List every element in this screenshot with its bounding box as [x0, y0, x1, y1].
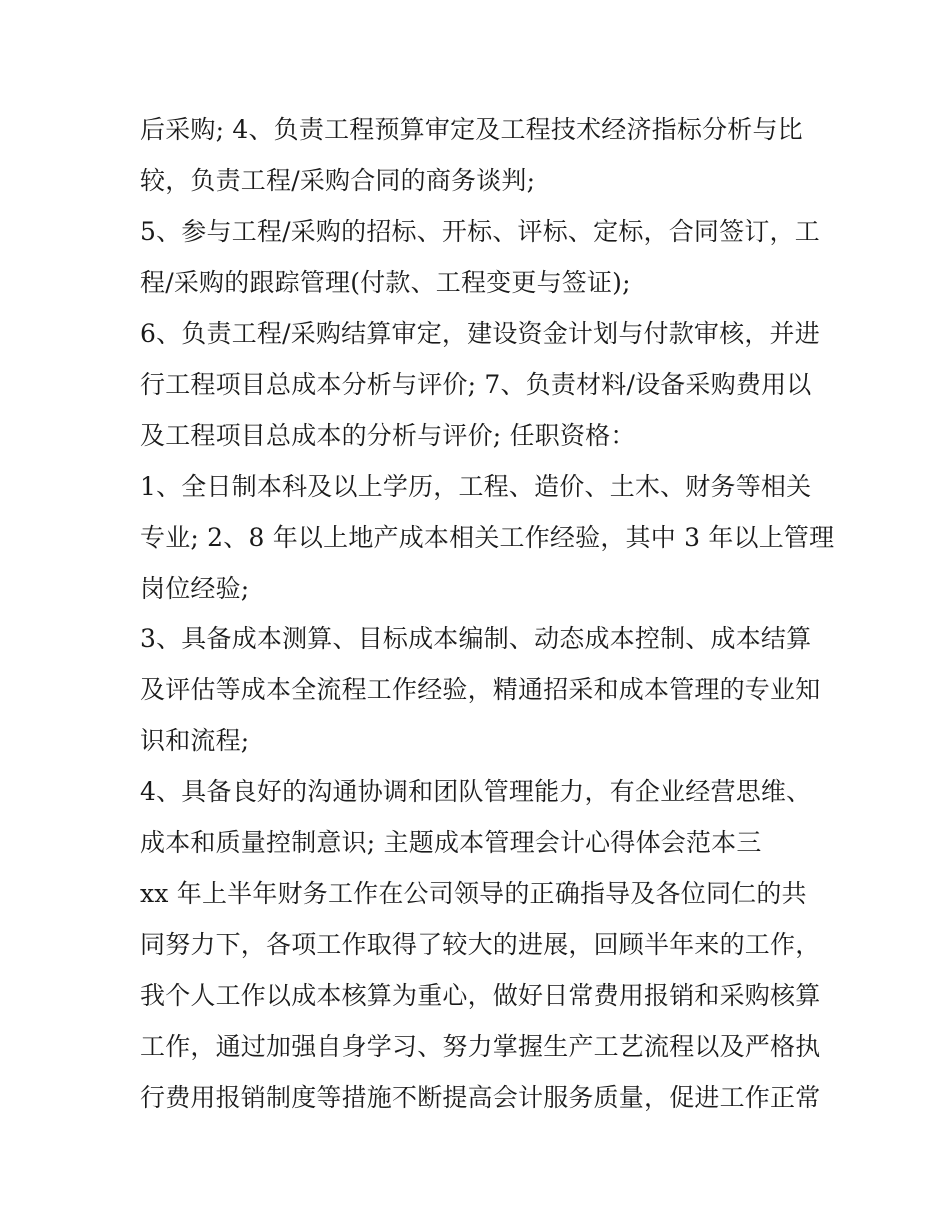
text-line: 专业; 2、8 年以上地产成本相关工作经验，其中 3 年以上管理 — [140, 523, 835, 552]
text-line: 较，负责工程/采购合同的商务谈判; — [140, 166, 536, 195]
text-line: 3、具备成本测算、目标成本编制、动态成本控制、成本结算 — [140, 624, 812, 653]
text-line: 程/采购的跟踪管理(付款、工程变更与签证); — [140, 268, 631, 297]
text-line: 识和流程; — [140, 726, 250, 755]
text-line: 成本和质量控制意识; 主题成本管理会计心得体会范本三 — [140, 828, 762, 857]
text-line: 后采购; 4、负责工程预算审定及工程技术经济指标分析与比 — [140, 115, 803, 144]
text-line: 5、参与工程/采购的招标、开标、评标、定标，合同签订，工 — [140, 217, 820, 246]
text-line: 同努力下，各项工作取得了较大的进展，回顾半年来的工作， — [140, 930, 821, 959]
text-line: 岗位经验; — [140, 574, 250, 603]
text-line: 我个人工作以成本核算为重心，做好日常费用报销和采购核算 — [140, 981, 821, 1010]
text-line: 及评估等成本全流程工作经验，精通招采和成本管理的专业知 — [140, 675, 821, 704]
text-line: 1、全日制本科及以上学历，工程、造价、土木、财务等相关 — [140, 472, 812, 501]
text-line: 行工程项目总成本分析与评价; 7、负责材料/设备采购费用以 — [140, 370, 812, 399]
text-line: 行费用报销制度等措施不断提高会计服务质量，促进工作正常 — [140, 1083, 821, 1112]
text-line: 6、负责工程/采购结算审定，建设资金计划与付款审核，并进 — [140, 319, 820, 348]
text-line: 工作，通过加强自身学习、努力掌握生产工艺流程以及严格执 — [140, 1032, 821, 1061]
text-line: 4、具备良好的沟通协调和团队管理能力，有企业经营思维、 — [140, 777, 812, 806]
text-line: 及工程项目总成本的分析与评价; 任职资格： — [140, 421, 636, 450]
text-line: xx 年上半年财务工作在公司领导的正确指导及各位同仁的共 — [140, 879, 807, 908]
